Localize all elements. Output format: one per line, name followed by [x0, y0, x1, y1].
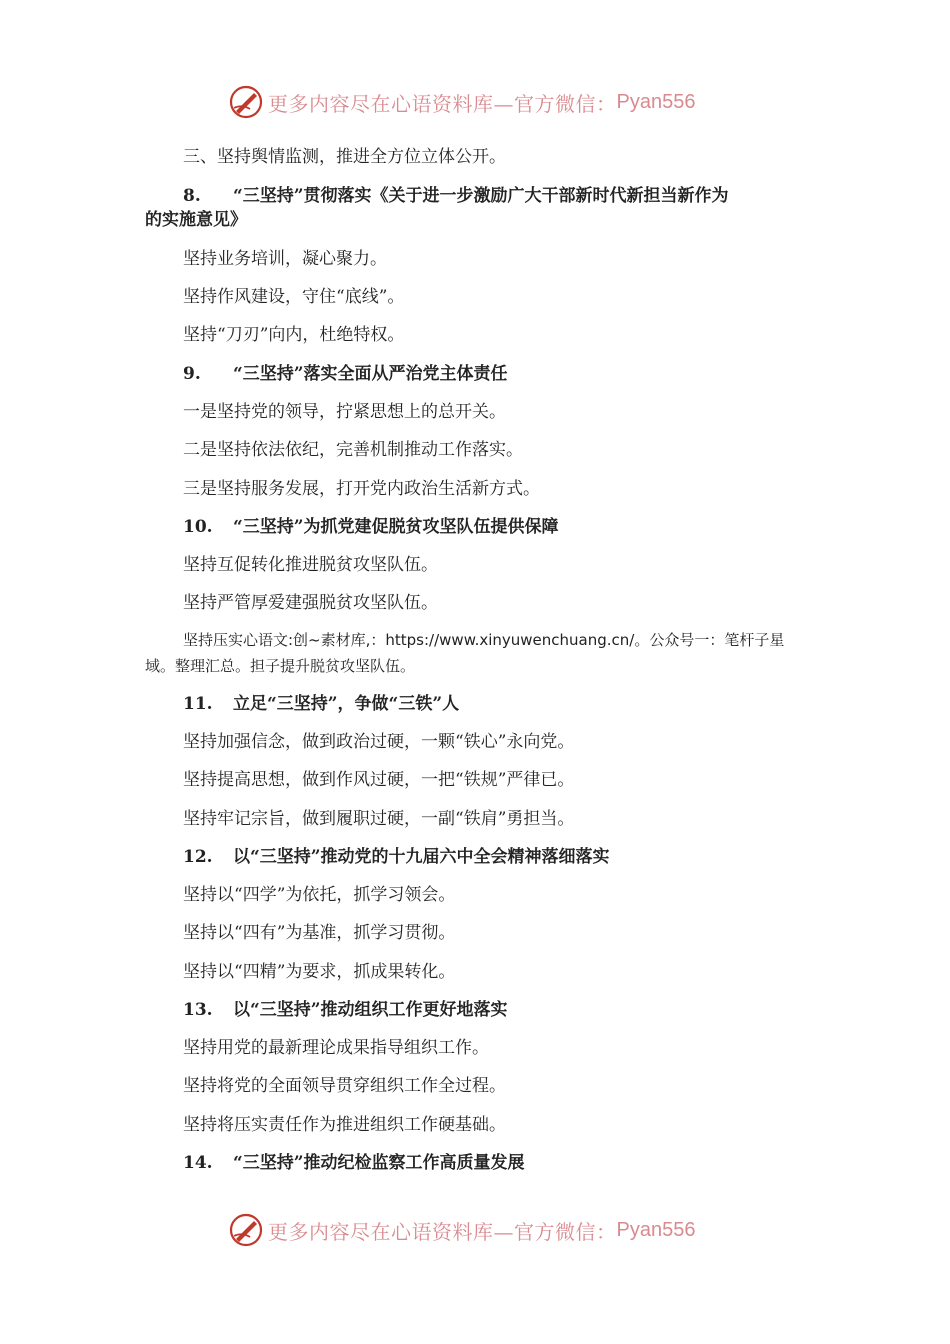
heading-9: [183, 362, 853, 386]
heading-text: 以“三坚持”推动组织工作更好地落实: [233, 1000, 508, 1020]
paragraph: 二是坚持依法依纪，完善机制推动工作落实。: [183, 440, 523, 460]
heading-text: “三坚持”落实全面从严治党主体责任: [233, 364, 508, 384]
paragraph: 坚持互促转化推进脱贫攻坚队伍。: [183, 555, 438, 575]
paragraph: 坚持将党的全面领导贯穿组织工作全过程。: [183, 1076, 506, 1096]
heading-number: 12.: [183, 847, 213, 867]
pen-logo-icon: [228, 84, 264, 120]
paragraph: 坚持业务培训，凝心聚力。: [183, 249, 387, 269]
heading-13: [183, 998, 853, 1022]
paragraph: 坚持以“四学”为依托，抓学习领会。: [183, 885, 456, 905]
heading-text: “三坚持”推动纪检监察工作高质量发展: [233, 1153, 525, 1173]
paragraph: 坚持将压实责任作为推进组织工作硬基础。: [183, 1115, 506, 1135]
heading-8: [183, 184, 853, 208]
watermark-wechat-id: Pyan556: [616, 1218, 696, 1241]
watermark-text: 更多内容尽在心语资料库—官方微信：: [268, 91, 617, 116]
heading-text: 立足“三坚持”，争做“三铁”人: [233, 694, 460, 714]
paragraph: 坚持严管厚爱建强脱贫攻坚队伍。: [183, 593, 438, 613]
paragraph: 坚持加强信念，做到政治过硬，一颗“铁心”永向党。: [183, 732, 575, 752]
heading-number: 9.: [183, 364, 201, 384]
heading-14: [183, 1151, 853, 1175]
paragraph: 坚持压实心语文:创~素材库,：https://www.xinyuwenchuang.cn/。公众号一：笔杆子星: [183, 631, 785, 649]
heading-number: 10.: [183, 517, 213, 537]
header-watermark: [0, 82, 950, 122]
heading-11: [183, 692, 853, 716]
heading-number: 8.: [183, 186, 201, 206]
paragraph: 坚持以“四有”为基准，抓学习贯彻。: [183, 923, 456, 943]
paragraph: 三是坚持服务发展，打开党内政治生活新方式。: [183, 479, 540, 499]
paragraph: 坚持牢记宗旨，做到履职过硬，一副“铁肩”勇担当。: [183, 809, 575, 829]
heading-number: 14.: [183, 1153, 213, 1173]
paragraph: 坚持作风建设，守住“底线”。: [183, 287, 405, 307]
paragraph: 坚持“刀刃”向内，杜绝特权。: [183, 325, 405, 345]
heading-text: “三坚持”贯彻落实《关于进一步激励广大干部新时代新担当新作为: [233, 186, 729, 206]
heading-10: [183, 515, 853, 539]
paragraph: 坚持以“四精”为要求，抓成果转化。: [183, 962, 456, 982]
pen-logo-icon: [228, 1212, 264, 1248]
paragraph: 坚持提高思想，做到作风过硬，一把“铁规”严律已。: [183, 770, 575, 790]
heading-number: 13.: [183, 1000, 213, 1020]
heading-text: “三坚持”为抓党建促脱贫攻坚队伍提供保障: [233, 517, 559, 537]
paragraph: 一是坚持党的领导，拧紧思想上的总开关。: [183, 402, 506, 422]
watermark-text: 更多内容尽在心语资料库—官方微信：: [268, 1219, 617, 1244]
paragraph: 三、坚持舆情监测，推进全方位立体公开。: [183, 147, 506, 167]
footer-watermark: [0, 1210, 950, 1250]
paragraph-continuation: 域。整理汇总。担子提升脱贫攻坚队伍。: [145, 657, 416, 675]
watermark-wechat-id: Pyan556: [616, 90, 696, 113]
heading-12: [183, 845, 853, 869]
heading-number: 11.: [183, 694, 213, 714]
heading-text: 以“三坚持”推动党的十九届六中全会精神落细落实: [233, 847, 610, 867]
paragraph: 坚持用党的最新理论成果指导组织工作。: [183, 1038, 489, 1058]
heading-8-continuation: 的实施意见》: [145, 210, 247, 230]
